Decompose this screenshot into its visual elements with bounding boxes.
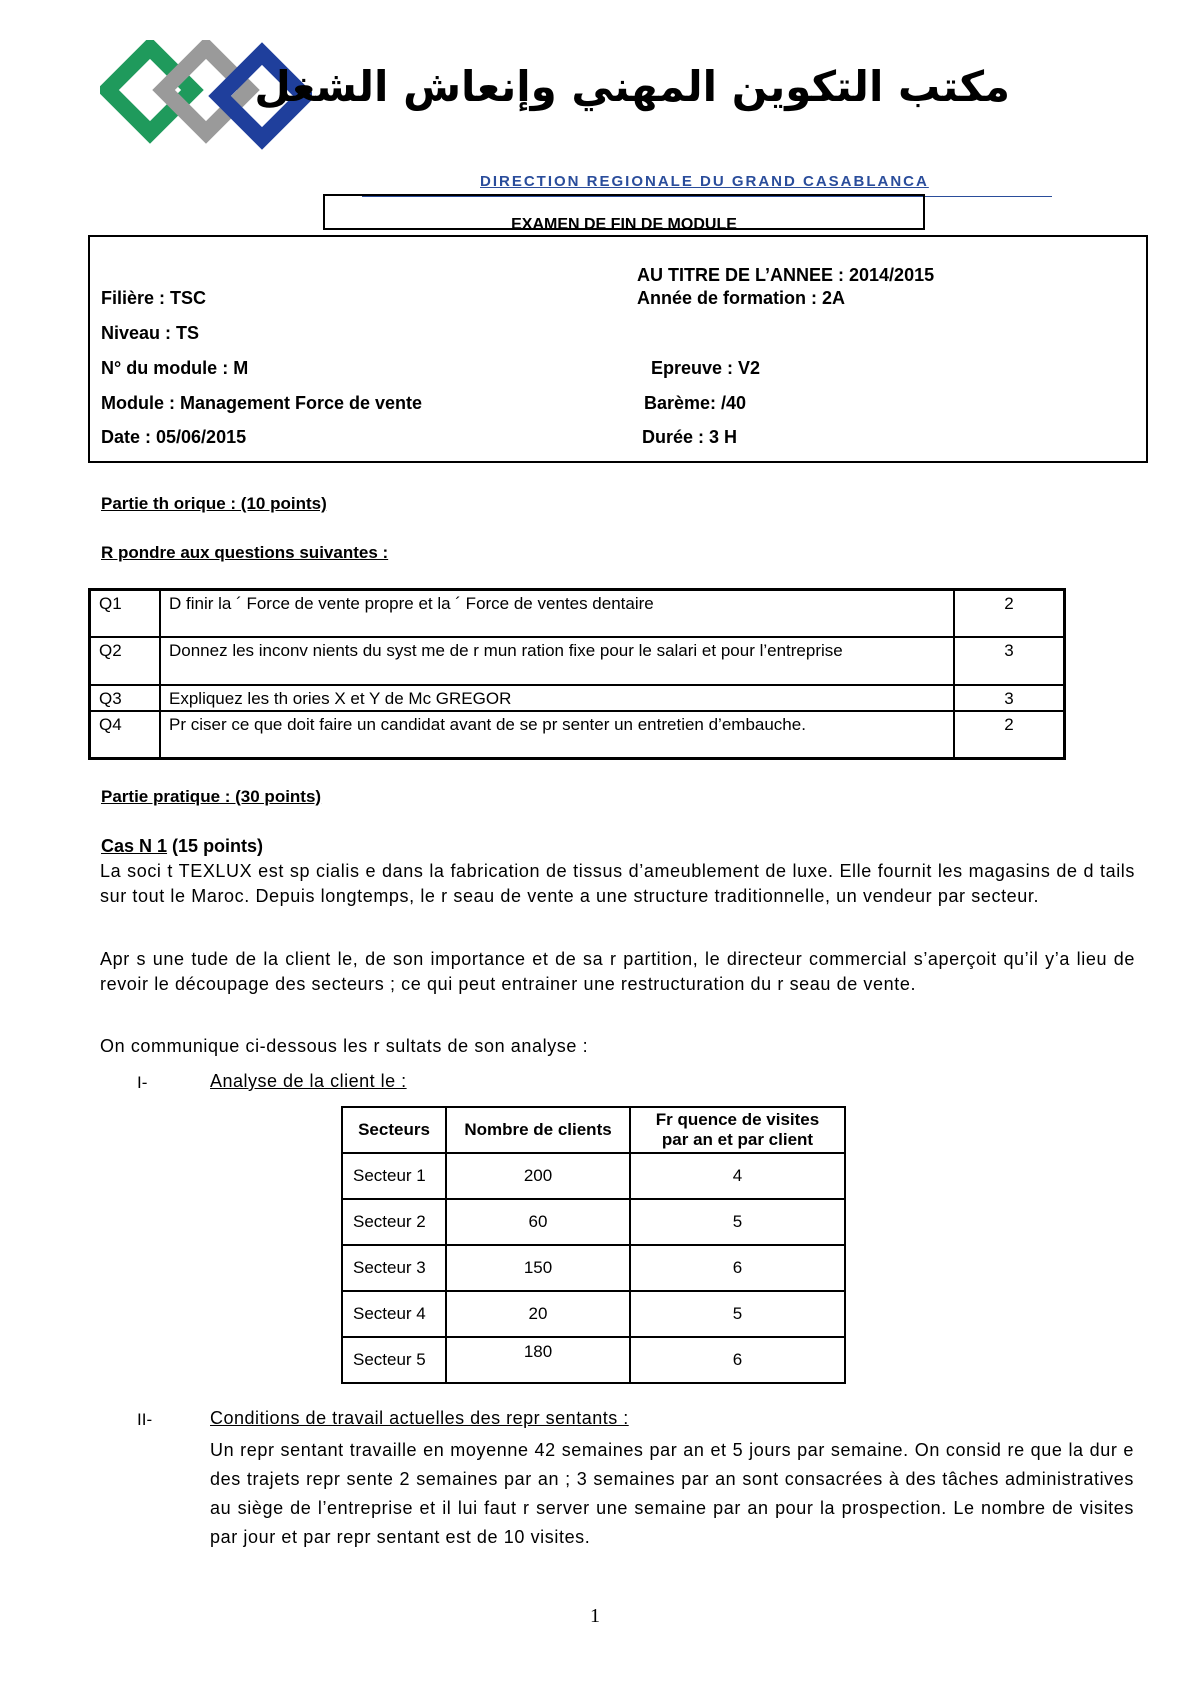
module-name-label: Module : Management Force de vente [101, 393, 423, 413]
question-points: 2 [954, 590, 1065, 637]
exam-info-box [88, 235, 1148, 463]
table-cell: 6 [630, 1245, 845, 1291]
annee-label: AU TITRE DE L’ANNEE : 2014/2015 [637, 265, 935, 285]
table-cell: Secteur 3 [342, 1245, 446, 1291]
bareme-label: Barème: /40 [644, 393, 747, 413]
table-cell: 20 [446, 1291, 630, 1337]
table-row [90, 685, 1065, 711]
epreuve-label: Epreuve : V2 [651, 358, 761, 378]
question-number: Q4 [90, 711, 161, 759]
arabic-title: مكتب التكوين المهني وإنعاش الشغل [254, 62, 1010, 111]
table-cell: Secteur 2 [342, 1199, 446, 1245]
instruction-heading: R pondre aux questions suivantes : [101, 543, 389, 562]
table-cell: 150 [446, 1245, 630, 1291]
exam-title: EXAMEN DE FIN DE MODULE [511, 216, 737, 233]
table-cell: 5 [630, 1291, 845, 1337]
table-header-row [342, 1107, 845, 1153]
table-row [342, 1199, 845, 1245]
column-header: Fr quence de visites par an et par client [630, 1107, 845, 1153]
section-1-number: I- [137, 1073, 148, 1092]
table-row [90, 590, 1065, 637]
table-cell: Secteur 1 [342, 1153, 446, 1199]
filiere-label: Filière : TSC [101, 288, 207, 308]
cas-heading [101, 836, 263, 857]
clientele-table [341, 1106, 846, 1384]
column-header: Secteurs [342, 1107, 446, 1153]
question-number: Q1 [90, 590, 161, 637]
partie-theorique-title: Partie th orique : (10 points) [101, 494, 327, 513]
question-text: Donnez les inconv nients du syst me de r mun ration fixe pour le salari et pour l’entreprise [160, 637, 954, 685]
table-row [342, 1291, 845, 1337]
question-number: Q3 [90, 685, 161, 711]
table-cell: 200 [446, 1153, 630, 1199]
module-number-label: N° du module : M [101, 358, 249, 378]
table-cell: 180 [446, 1337, 630, 1383]
table-row [90, 711, 1065, 759]
question-points: 3 [954, 637, 1065, 685]
section-2-title: Conditions de travail actuelles des repr sentants : [210, 1408, 629, 1428]
paragraph-3: On communique ci-dessous les r sultats de son analyse : [100, 1036, 589, 1056]
table-cell: 60 [446, 1199, 630, 1245]
question-points: 3 [954, 685, 1065, 711]
cas-title: Cas N 1 [101, 836, 168, 856]
direction-title: DIRECTION REGIONALE DU GRAND CASABLANCA [480, 173, 929, 190]
table-row [90, 637, 1065, 685]
duree-label: Durée : 3 H [642, 427, 738, 447]
section-2-number: II- [137, 1410, 153, 1429]
table-row [342, 1153, 845, 1199]
table-cell: Secteur 4 [342, 1291, 446, 1337]
question-text: Expliquez les th ories X et Y de Mc GREGOR [160, 685, 954, 711]
table-cell: 4 [630, 1153, 845, 1199]
paragraph-2: Apr s une tude de la client le, de son importance et de sa r partition, le directeur commercial s’aperçoit qu’il y’a lieu de revoir le découpage des secteurs ; ce qui peut entrainer une restructuration du r seau de vente. [100, 949, 1135, 994]
date-label: Date : 05/06/2015 [101, 427, 247, 447]
question-points: 2 [954, 711, 1065, 759]
table-row [342, 1337, 845, 1383]
paragraph-1: La soci t TEXLUX est sp cialis e dans la fabrication de tissus d’ameublement de luxe. Elle fournit les magasins de d tails sur tout le Maroc. Depuis longtemps, le r seau de vente a une structure traditionnelle, un vendeur par secteur. [100, 861, 1135, 906]
question-text: Pr ciser ce que doit faire un candidat avant de se pr senter un entretien d’embauche. [160, 711, 954, 759]
table-cell: 5 [630, 1199, 845, 1245]
table-cell: 6 [630, 1337, 845, 1383]
question-number: Q2 [90, 637, 161, 685]
page-number: 1 [590, 1605, 600, 1627]
section-1-title: Analyse de la client le : [210, 1071, 407, 1091]
annee-formation-label: Année de formation : 2A [637, 288, 846, 308]
cas-points: (15 points) [167, 836, 264, 856]
table-cell: Secteur 5 [342, 1337, 446, 1383]
partie-pratique-title: Partie pratique : (30 points) [101, 787, 322, 806]
column-header: Nombre de clients [446, 1107, 630, 1153]
questions-table [88, 588, 1066, 760]
table-row [342, 1245, 845, 1291]
question-text: D finir la ´ Force de vente propre et la ´ Force de ventes dentaire [160, 590, 954, 637]
paragraph-4: Un repr sentant travaille en moyenne 42 semaines par an et 5 jours par semaine. On consid re que la dur e des trajets repr sente 2 semaines par an ; 3 semaines par an sont consacrées à des tâches administratives au siège de l’entreprise et il lui faut r server une semaine par an pour la prospection. Le nombre de visites par jour et par repr sentant est de 10 visites. [210, 1440, 1134, 1547]
niveau-label: Niveau : TS [101, 323, 200, 343]
